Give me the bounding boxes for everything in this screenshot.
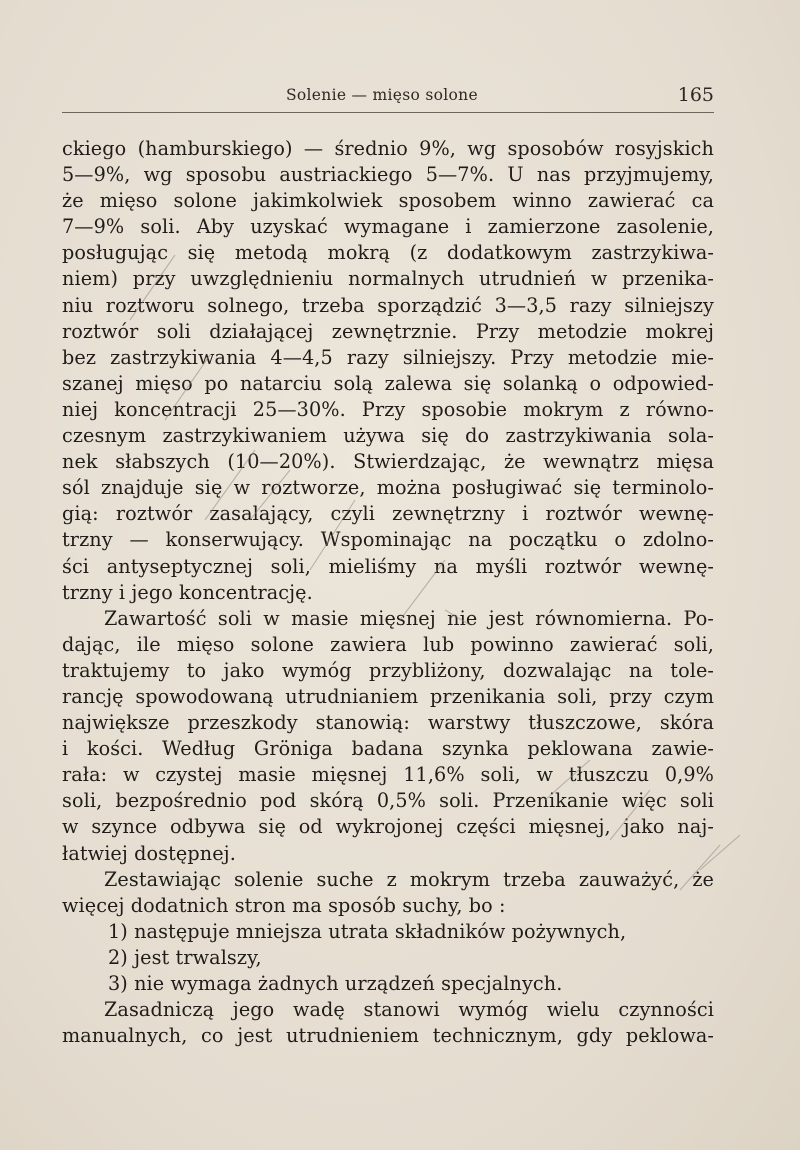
text-line: niem) przy uwzględnieniu normalnych utrudnień w przenika- bbox=[62, 267, 714, 291]
text-line: niej koncentracji 25—30%. Przy sposobie mokrym z równo- bbox=[62, 397, 714, 421]
text-line: traktujemy to jako wymóg przybliżony, dozwalając na tole- bbox=[62, 658, 714, 682]
page-number: 165 bbox=[677, 84, 714, 106]
paragraph-start-line: Zawartość soli w masie mięsnej nie jest równomierna. Po- bbox=[104, 606, 714, 630]
list-item: 3) nie wymaga żadnych urządzeń specjalnych. bbox=[108, 972, 563, 995]
text-line: największe przeszkody stanowią: warstwy tłuszczowe, skóra bbox=[62, 711, 714, 735]
text-line: manualnych, co jest utrudnieniem technicznym, gdy peklowa- bbox=[62, 1024, 714, 1048]
text-line: ckiego (hamburskiego) — średnio 9%, wg sposobów rosyjskich bbox=[62, 137, 714, 160]
text-line: w szynce odbywa się od wykrojonej części mięsnej, jako naj- bbox=[62, 815, 714, 839]
list-item: 2) jest trwalszy, bbox=[108, 945, 262, 969]
text-line: soli, bezpośrednio pod skórą 0,5% soli. Przenikanie więc soli bbox=[62, 789, 714, 813]
text-line: sól znajduje się w roztworze, można posługiwać się terminolo- bbox=[62, 476, 714, 500]
text-line: i kości. Według Gröniga badana szynka peklowana zawie- bbox=[62, 737, 714, 761]
text-line: posługując się metodą mokrą (z dodatkowym zastrzykiwa- bbox=[62, 241, 714, 265]
text-line: czesnym zastrzykiwaniem używa się do zastrzykiwania sola- bbox=[62, 424, 714, 448]
text-line: dając, ile mięso solone zawiera lub powinno zawierać soli, bbox=[62, 632, 714, 656]
list-item: 1) następuje mniejsza utrata składników pożywnych, bbox=[108, 919, 627, 943]
text-line: więcej dodatnich stron ma sposób suchy, bo : bbox=[62, 893, 506, 917]
text-line: roztwór soli działającej zewnętrznie. Przy metodzie mokrej bbox=[62, 319, 714, 343]
text-line: rancję spowodowaną utrudnianiem przenikania soli, przy czym bbox=[62, 684, 714, 708]
text-line: szanej mięso po natarciu solą zalewa się solanką o odpowied- bbox=[62, 371, 714, 395]
text-line: 7—9% soli. Aby uzyskać wymagane i zamierzone zasolenie, bbox=[62, 215, 714, 239]
text-line: rała: w czystej masie mięsnej 11,6% soli, w tłuszczu 0,9% bbox=[62, 763, 714, 787]
paragraph-start-line: Zasadniczą jego wadę stanowi wymóg wielu czynności bbox=[104, 998, 714, 1022]
text-line: nek słabszych (10—20%). Stwierdzając, że wewnątrz mięsa bbox=[62, 450, 714, 474]
running-title: Solenie — mięso solone bbox=[286, 86, 478, 104]
text-line: gią: roztwór zasalający, czyli zewnętrzny i roztwór wewnę- bbox=[62, 502, 714, 526]
text-line: że mięso solone jakimkolwiek sposobem winno zawierać ca bbox=[62, 189, 714, 213]
text-line: niu roztworu solnego, trzeba sporządzić 3—3,5 razy silniejszy bbox=[62, 293, 714, 317]
text-line: bez zastrzykiwania 4—4,5 razy silniejszy. Przy metodzie mie- bbox=[62, 345, 714, 369]
text-line: ści antyseptycznej soli, mieliśmy na myśli roztwór wewnę- bbox=[62, 554, 714, 578]
text-line: trzny i jego koncentrację. bbox=[62, 580, 313, 604]
text-line: łatwiej dostępnej. bbox=[62, 841, 236, 865]
text-line: trzny — konserwujący. Wspominając na początku o zdolno- bbox=[62, 528, 714, 552]
page-header bbox=[62, 80, 714, 113]
paragraph-start-line: Zestawiając solenie suche z mokrym trzeba zauważyć, że bbox=[104, 867, 714, 891]
body-text bbox=[62, 136, 714, 1049]
text-line: 5—9%, wg sposobu austriackiego 5—7%. U nas przyjmujemy, bbox=[62, 163, 714, 187]
